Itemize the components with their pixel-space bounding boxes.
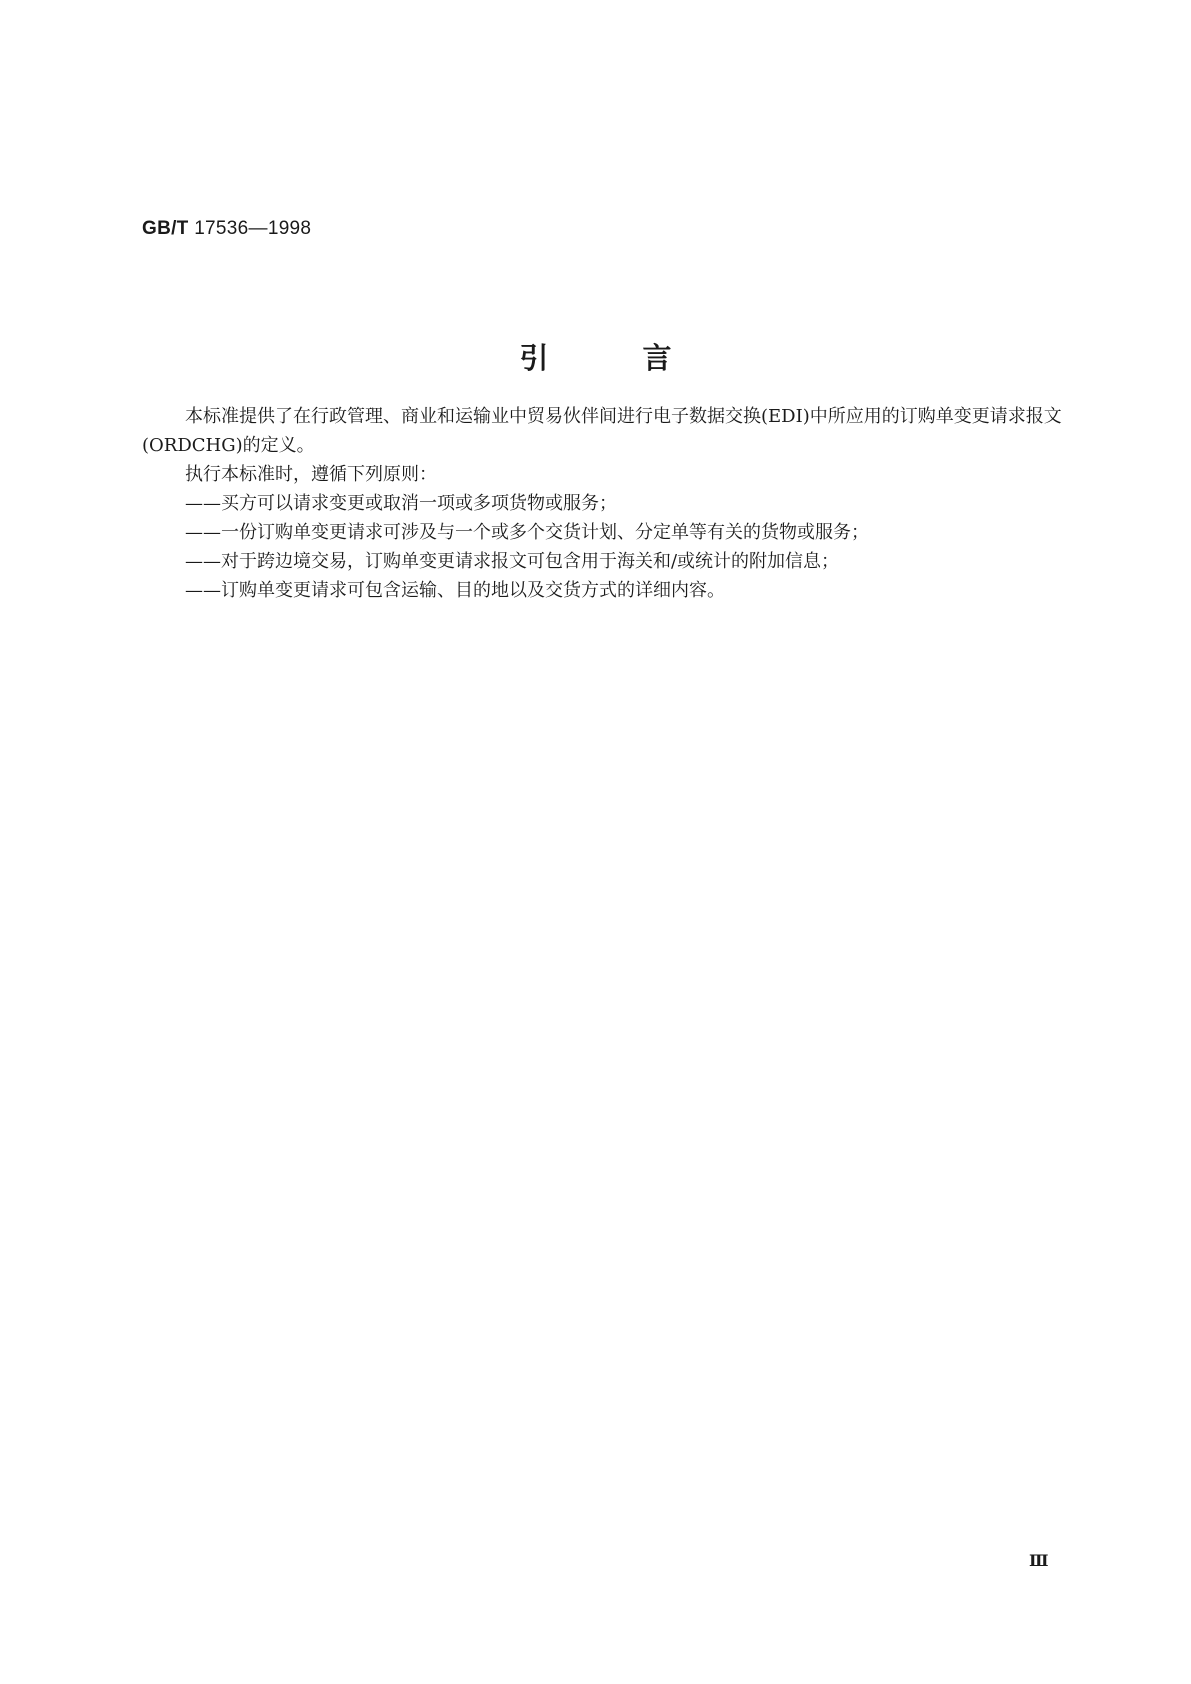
page-number: Ⅲ [1029, 1553, 1049, 1570]
principle-item: ——买方可以请求变更或取消一项或多项货物或服务； [185, 493, 617, 514]
section-title-char-2: 言 [642, 341, 672, 375]
standard-code [142, 218, 311, 240]
principle-item: ——一份订购单变更请求可涉及与一个或多个交货计划、分定单等有关的货物或服务； [185, 522, 869, 543]
standard-number: 17536—1998 [194, 218, 312, 239]
principle-item: ——对于跨边境交易，订购单变更请求报文可包含用于海关和/或统计的附加信息； [185, 551, 840, 572]
introduction-body [142, 402, 1062, 605]
section-title [0, 336, 1191, 377]
principle-item: ——订购单变更请求可包含运输、目的地以及交货方式的详细内容。 [185, 580, 725, 601]
intro-paragraph: 本标准提供了在行政管理、商业和运输业中贸易伙伴间进行电子数据交换(EDI)中所应用的订购单变更请求报文(ORDCHG)的定义。 [142, 406, 1062, 456]
principles-lead: 执行本标准时，遵循下列原则： [185, 464, 437, 485]
standard-prefix: GB/T [142, 218, 189, 239]
section-title-char-1: 引 [519, 341, 549, 375]
